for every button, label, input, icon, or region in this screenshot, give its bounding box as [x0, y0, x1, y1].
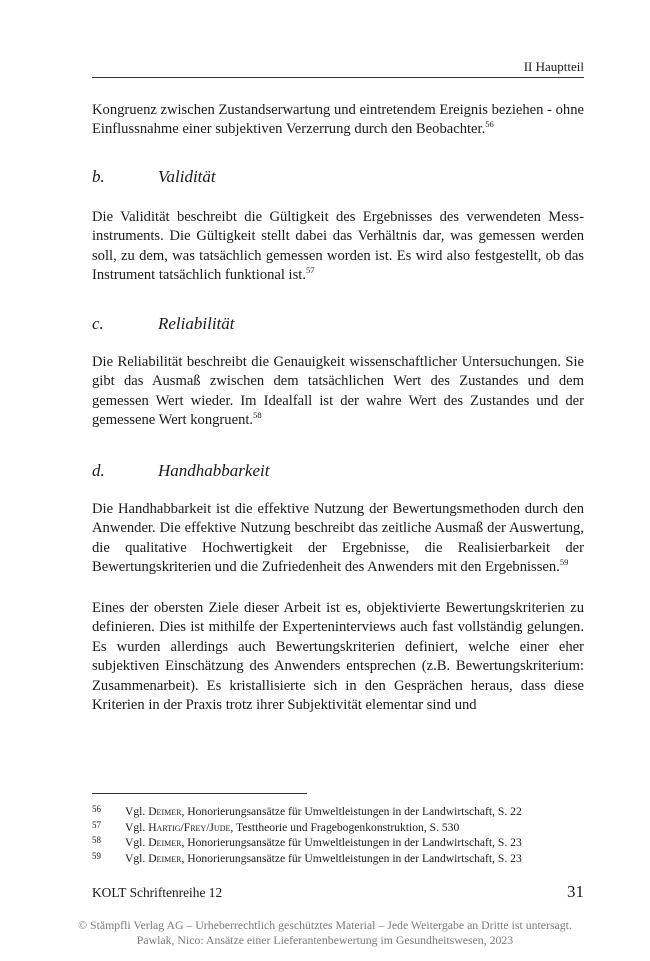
page-number: 31 [567, 882, 584, 901]
footnote-author: Deimer [148, 836, 182, 850]
footnote-rest: , Honorierungsansätze für Umweltleistungen in der Landwirtschaft, S. 22 [181, 805, 522, 818]
footnote-56 [92, 804, 592, 820]
footnote-ref-58: 58 [253, 410, 262, 421]
footnote-number: 58 [92, 835, 101, 846]
footnote-author: Deimer [148, 805, 182, 818]
intro-paragraph [92, 101, 584, 140]
paragraph-handhabbarkeit [92, 500, 584, 578]
footnote-number: 56 [92, 804, 101, 814]
footnote-rule [92, 793, 307, 794]
section-heading-d [92, 460, 269, 482]
copyright-line: © Stämpfli Verlag AG – Urheberrechtlich geschütztes Material – Jede Weitergabe an Dritte ist untersagt. [78, 918, 572, 932]
series-title: KOLT Schriftenreihe 12 [92, 885, 223, 900]
paragraph-validitaet [92, 208, 584, 286]
footnote-prefix: Vgl. [125, 851, 149, 865]
footnote-ref-57: 57 [306, 265, 315, 276]
footnote-57 [92, 820, 592, 836]
copyright-notice [0, 918, 650, 949]
section-heading-c [92, 313, 235, 335]
footnote-ref-59: 59 [559, 557, 569, 568]
footnotes [92, 804, 592, 866]
footnote-rest: , Honorierungsansätze für Umweltleistungen in der Landwirtschaft, S. 23 [181, 836, 522, 850]
footnote-rest: , Honorierungsansätze für Umweltleistungen in der Landwirtschaft, S. 23 [181, 851, 522, 865]
intro-text: Kongruenz zwischen Zustandserwartung und eintretendem Ereignis beziehen - ohne Einflussnahme einer subjektiven Verzerrung durch den Beobachter. [92, 102, 584, 138]
footnote-prefix: Vgl. [125, 836, 149, 850]
footnote-number: 59 [92, 850, 101, 861]
footnote-text [125, 820, 459, 836]
footnote-number: 57 [92, 819, 101, 830]
running-header: II Hauptteil [523, 59, 584, 74]
section-heading-b [92, 166, 216, 188]
footnote-text [125, 835, 522, 851]
footnote-59 [92, 851, 592, 867]
header-rule [92, 77, 584, 78]
section-title: Reliabilität [158, 314, 235, 333]
citation-line: Pawlak, Nico: Ansätze einer Lieferantenbewertung im Gesundheitswesen, 2023 [136, 933, 514, 948]
section-title: Validität [158, 167, 216, 186]
footnote-ref-56: 56 [485, 119, 494, 130]
footnote-text [125, 804, 522, 820]
paragraph-reliabilitaet [92, 353, 584, 431]
paragraph-zielsetzung [92, 599, 584, 715]
footnote-author: Hartig/Frey/Jude [148, 820, 231, 834]
section-number: c. [92, 314, 104, 333]
paragraph-text: Die Reliabilität beschreibt die Genauigkeit wissenschaftlicher Untersuchungen. Sie gibt das Ausmaß zwischen dem tatsächlichen Wert des Zustandes und dem gemessen Wert wieder. Im Idealfall ist der wahre Wert des Zustandes und der gemessene Wert kongruent. [92, 354, 584, 429]
footnote-rest: , Testtheorie und Fragebogenkonstruktion, S. 530 [230, 820, 460, 834]
footnote-prefix: Vgl. [125, 805, 149, 818]
footnote-58 [92, 835, 592, 851]
section-number: b. [92, 167, 105, 186]
footnote-prefix: Vgl. [125, 820, 149, 834]
section-title: Handhabbarkeit [158, 461, 270, 480]
paragraph-text: Die Handhabbarkeit ist die effektive Nutzung der Bewertungsmethoden durch den Anwender. Die effektive Nutzung beschreibt das zeitliche Ausmaß der Auswertung, die qualitative Hochwertigkeit der Ergebnisse, die Realisierbarkeit der Bewertungskriterien und die Zufriedenheit des Anwenders mit den Ergebnissen. [92, 501, 584, 576]
paragraph-text: Eines der obersten Ziele dieser Arbeit ist es, objektivierte Bewertungskriterien zu definieren. Dies ist mithilfe der Experteninterviews auch fast vollständig gelungen. Es wurden allerdings auch Bewertungskriterien definiert, welche einer eher subjektiven Einschätzung des Anwenders entsprechen (z.B. Bewertungskriterium: Zusammenarbeit). Es kristallisierte sich in den Gesprächen heraus, dass diese Kriterien in der Praxis trotz ihrer Subjektivität elementar sind und [92, 600, 584, 714]
section-number: d. [92, 461, 105, 480]
footnote-text [125, 851, 522, 867]
paragraph-text: Die Validität beschreibt die Gültigkeit des Ergebnisses des verwendeten Messinstruments. Die Gültigkeit stellt dabei das Verhältnis dar, was gemessen werden soll, zu dem, was tatsächlich gemessen worden ist. Es wird also festgestellt, ob das Instrument tatsächlich funktional ist. [92, 209, 584, 284]
footnote-author: Deimer [148, 851, 182, 865]
